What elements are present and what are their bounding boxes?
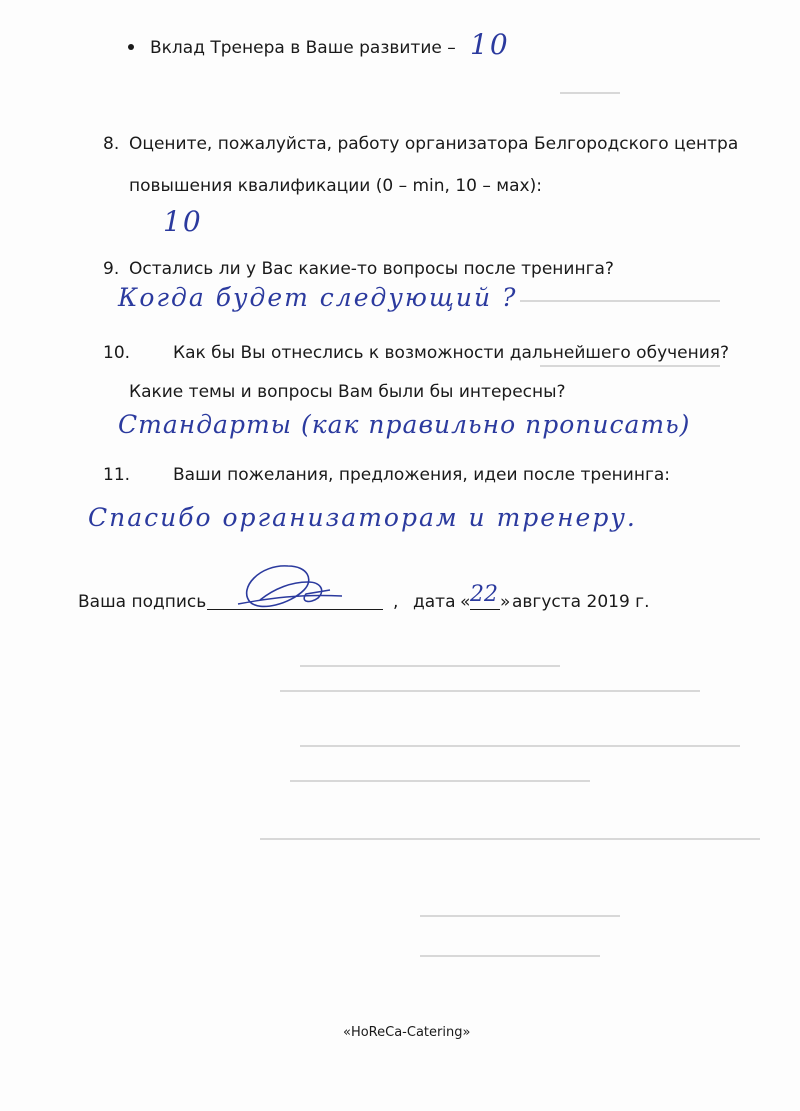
question-8-number: 8. [103,134,120,154]
question-10-text-line1: Как бы Вы отнеслись к возможности дальнейшего обучения? [173,343,730,363]
bleed-through-line [540,365,720,367]
handwritten-signature [230,560,350,615]
bullet-dot [128,44,134,50]
question-11-number: 11. [103,465,131,485]
question-8-answer: 10 [163,205,203,238]
question-11-answer: Спасибо организаторам и тренеру. [88,503,637,532]
date-label: дата [413,592,456,612]
date-day-answer: 22 [470,582,498,607]
signature-label: Ваша подпись [78,592,207,612]
date-quote-close: » [500,592,511,612]
bleed-through-line [520,300,720,302]
question-11-text: Ваши пожелания, предложения, идеи после тренинга: [173,465,671,485]
bleed-through-line [260,838,760,840]
bleed-through-line [560,92,620,94]
bleed-through-line [420,955,600,957]
question-9-number: 9. [103,259,120,279]
question-10-answer: Стандарты (как правильно прописать) [118,410,691,439]
bleed-through-line [290,780,590,782]
signature-separator: , [393,592,399,612]
trainer-contribution-label: Вклад Тренера в Ваше развитие – [150,38,456,58]
bleed-through-line [420,915,620,917]
question-8-text-line2: повышения квалификации (0 – min, 10 – мах): [129,176,542,196]
question-10-text-line2: Какие темы и вопросы Вам были бы интересны? [129,382,566,402]
bleed-through-line [300,745,740,747]
date-month-year: августа 2019 г. [512,592,650,612]
date-day-line [470,609,500,610]
date-quote-open: « [460,592,471,612]
trainer-contribution-answer: 10 [470,28,510,61]
bleed-through-line [300,665,560,667]
question-8-text-line1: Оцените, пожалуйста, работу организатора Белгородского центра [129,134,739,154]
bleed-through-line [280,690,700,692]
question-10-number: 10. [103,343,131,363]
question-9-text: Остались ли у Вас какие-то вопросы после тренинга? [129,259,614,279]
footer-company: «HoReCa-Catering» [343,1025,471,1040]
question-9-answer: Когда будет следующий ? [118,283,518,312]
